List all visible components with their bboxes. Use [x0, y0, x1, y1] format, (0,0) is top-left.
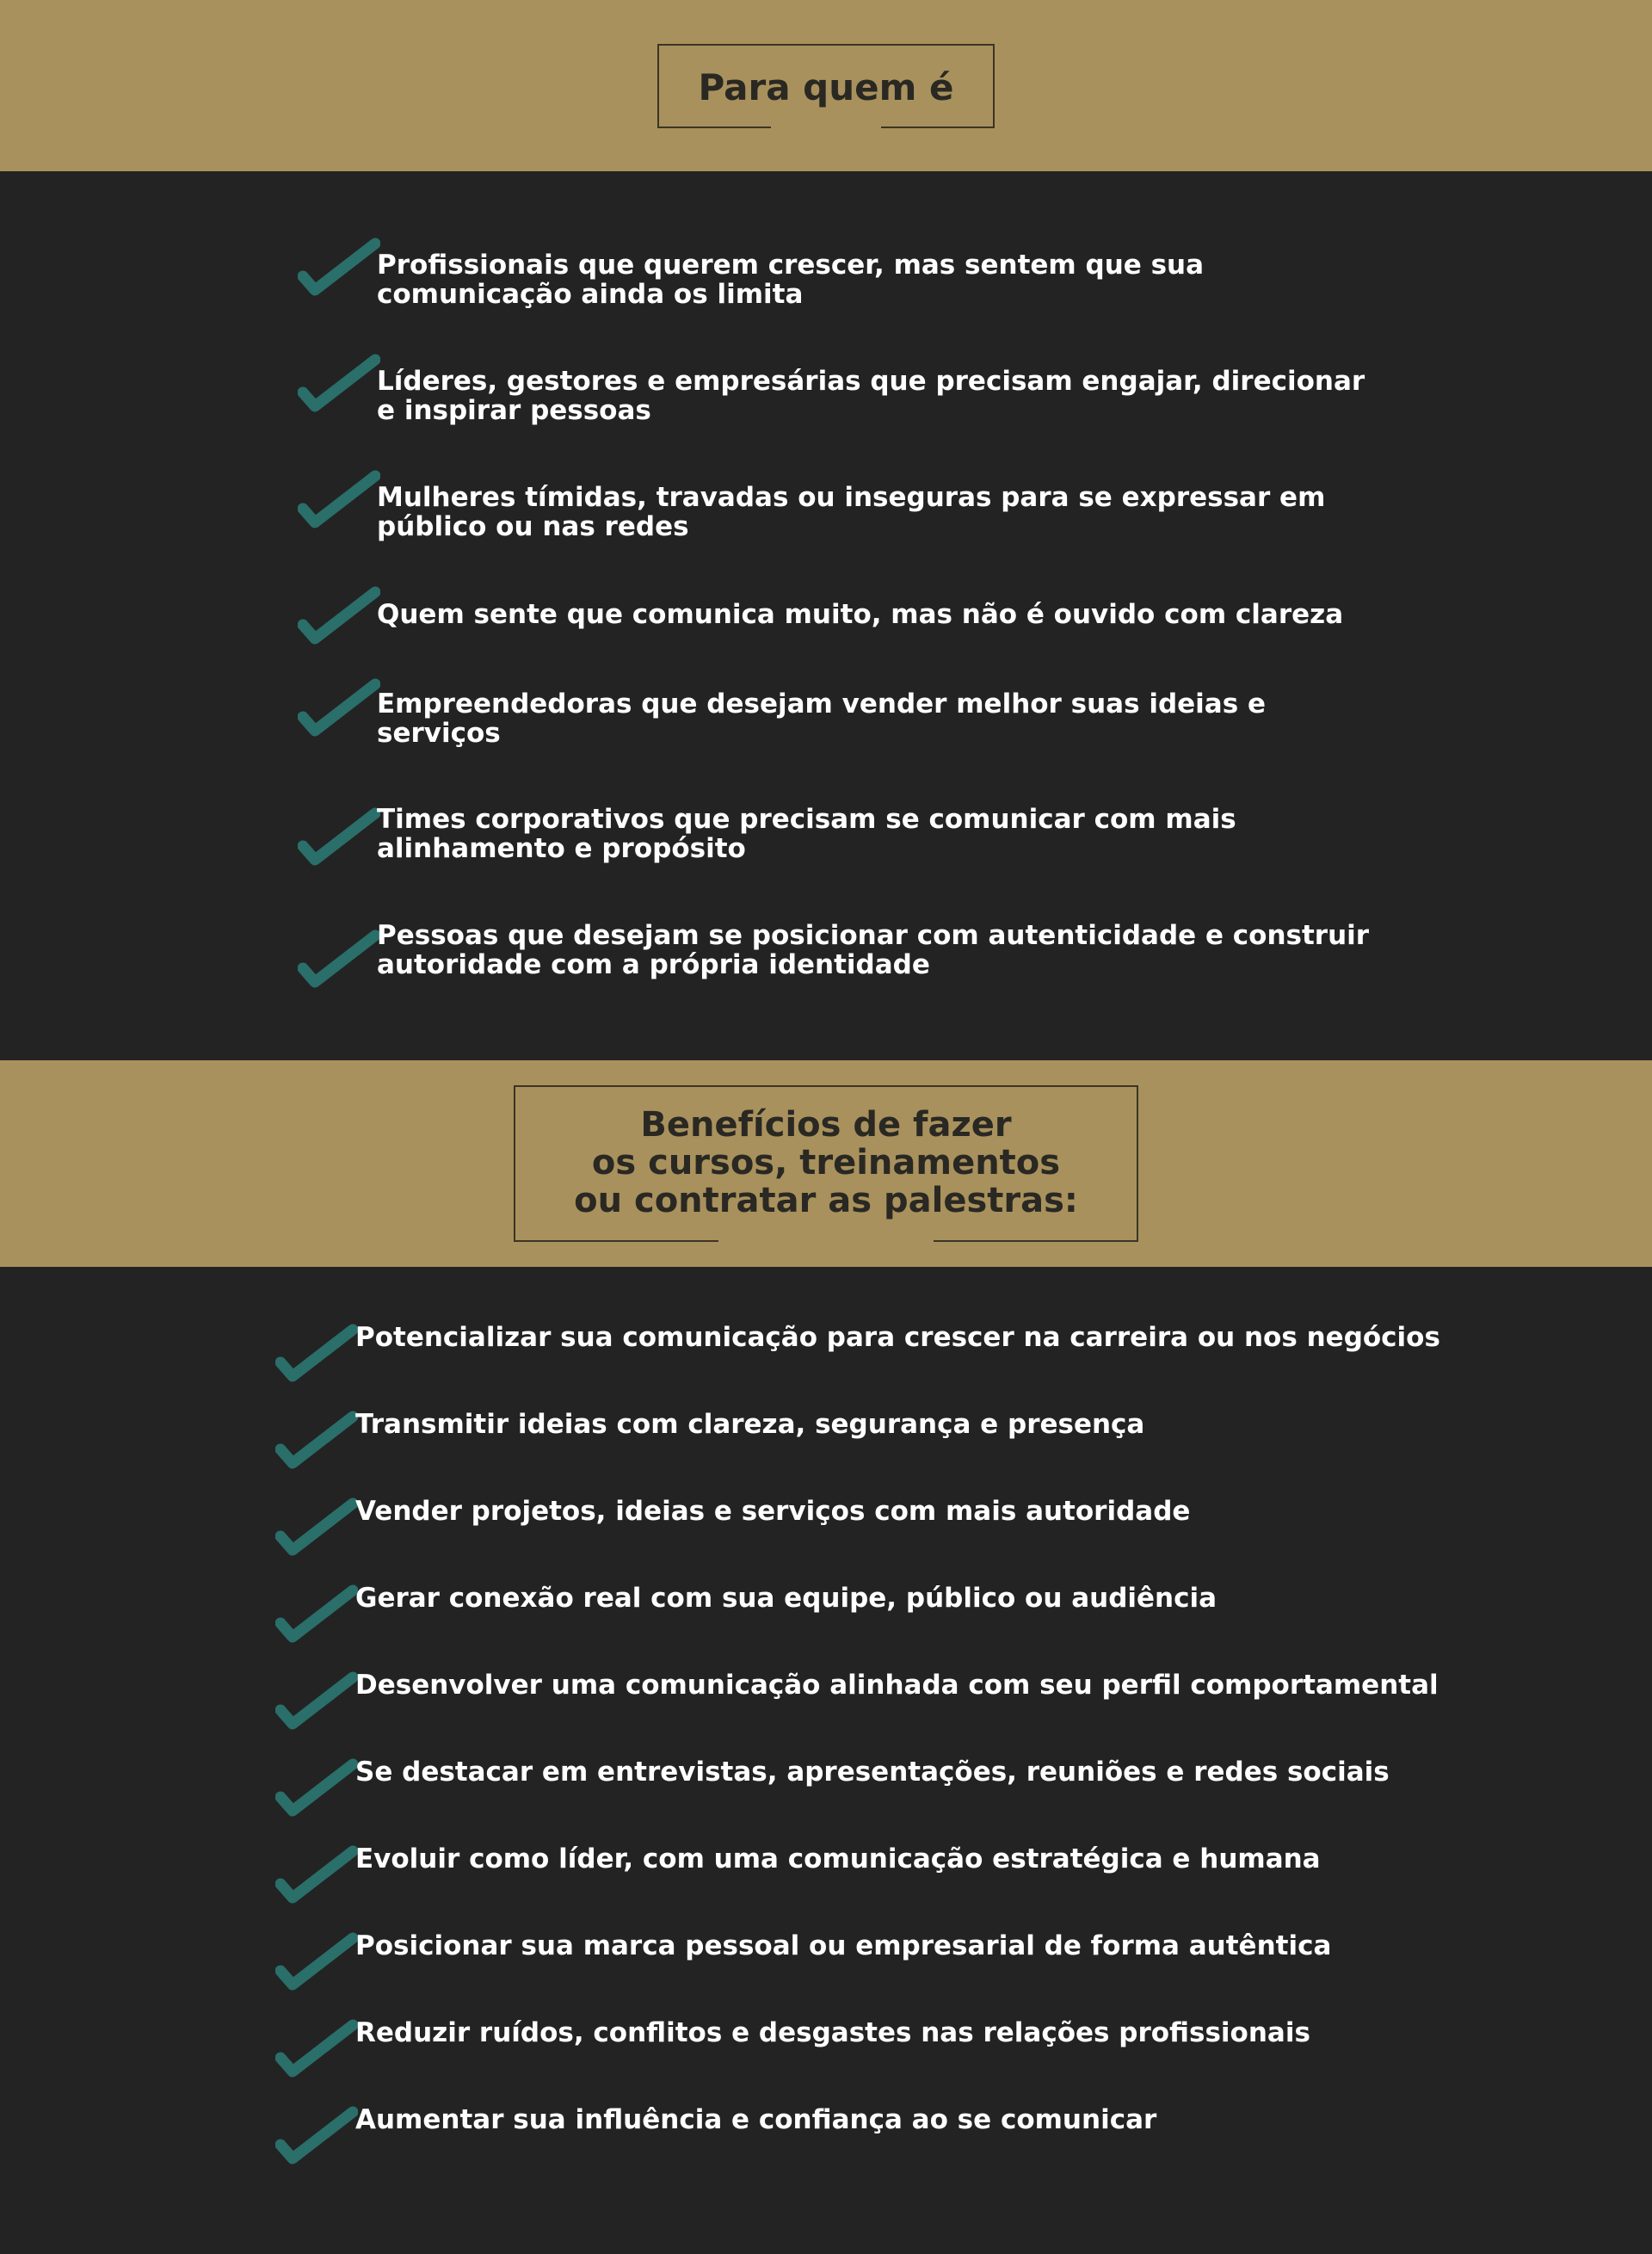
checkmark-icon	[275, 2018, 358, 2080]
checkmark-icon	[298, 677, 380, 739]
checkmark-icon	[275, 1844, 358, 1906]
checkmark-icon	[298, 806, 380, 868]
section-title-line: os cursos, treinamentos	[591, 1143, 1061, 1183]
item-text-line: Mulheres tímidas, travadas ou inseguras para se expressar em	[377, 482, 1326, 513]
checkmark-icon	[298, 353, 380, 415]
item-text-line: Transmitir ideias com clareza, segurança e presença	[355, 1409, 1145, 1440]
item-text-line: Evoluir como líder, com uma comunicação estratégica e humana	[355, 1843, 1321, 1874]
section-title-line: Benefícios de fazer	[640, 1105, 1012, 1145]
section-title-box	[657, 44, 995, 128]
item-text-line: público ou nas redes	[377, 511, 689, 542]
item-text-line: autoridade com a própria identidade	[377, 949, 930, 980]
item-text-line: comunicação ainda os limita	[377, 279, 804, 310]
item-text-line: Posicionar sua marca pessoal ou empresarial de forma autêntica	[355, 1930, 1332, 1961]
title-border-left	[515, 1240, 718, 1242]
item-text-line: Vender projetos, ideias e serviços com mais autoridade	[355, 1496, 1191, 1527]
checkmark-icon	[275, 1323, 358, 1385]
benefits-section	[0, 1267, 1652, 2254]
item-text-line: Empreendedoras que desejam vender melhor suas ideias e	[377, 689, 1266, 719]
item-text-line: Potencializar sua comunicação para crescer na carreira ou nos negócios	[355, 1322, 1440, 1353]
item-text-line: Pessoas que desejam se posicionar com autenticidade e construir	[377, 920, 1370, 951]
item-text-line: Desenvolver uma comunicação alinhada com seu perfil comportamental	[355, 1670, 1439, 1701]
item-text-line: alinhamento e propósito	[377, 833, 746, 864]
item-text-line: Líderes, gestores e empresárias que precisam engajar, direcionar	[377, 366, 1365, 397]
checkmark-icon	[275, 1584, 358, 1646]
title-border-left	[659, 127, 771, 128]
audience-section	[0, 171, 1652, 1060]
checkmark-icon	[298, 585, 380, 647]
item-text-line: Gerar conexão real com sua equipe, público ou audiência	[355, 1583, 1217, 1614]
checkmark-icon	[275, 1410, 358, 1472]
header-band-beneficios	[0, 1060, 1652, 1267]
item-text-line: e inspirar pessoas	[377, 395, 651, 426]
checkmark-icon	[298, 469, 380, 531]
item-text-line: Quem sente que comunica muito, mas não é ouvido com clareza	[377, 599, 1344, 630]
item-text-line: Times corporativos que precisam se comunicar com mais	[377, 804, 1236, 835]
item-text-line: Profissionais que querem crescer, mas sentem que sua	[377, 250, 1205, 281]
checkmark-icon	[275, 1931, 358, 1993]
item-text-line: Se destacar em entrevistas, apresentações, reuniões e redes sociais	[355, 1757, 1390, 1788]
item-text-line: Reduzir ruídos, conflitos e desgastes nas relações profissionais	[355, 2017, 1310, 2048]
checkmark-icon	[275, 1670, 358, 1732]
header-band-para-quem	[0, 0, 1652, 171]
item-text-line: Aumentar sua influência e confiança ao se comunicar	[355, 2104, 1157, 2135]
title-border-right	[934, 1240, 1137, 1242]
section-title: Para quem é	[698, 65, 954, 108]
checkmark-icon	[275, 2105, 358, 2167]
section-title-line: ou contratar as palestras:	[574, 1181, 1078, 1220]
checkmark-icon	[298, 237, 380, 299]
checkmark-icon	[298, 929, 380, 991]
checkmark-icon	[275, 1497, 358, 1559]
item-text-line: serviços	[377, 718, 501, 749]
title-border-right	[881, 127, 993, 128]
section-title-box	[514, 1085, 1138, 1242]
checkmark-icon	[275, 1757, 358, 1819]
